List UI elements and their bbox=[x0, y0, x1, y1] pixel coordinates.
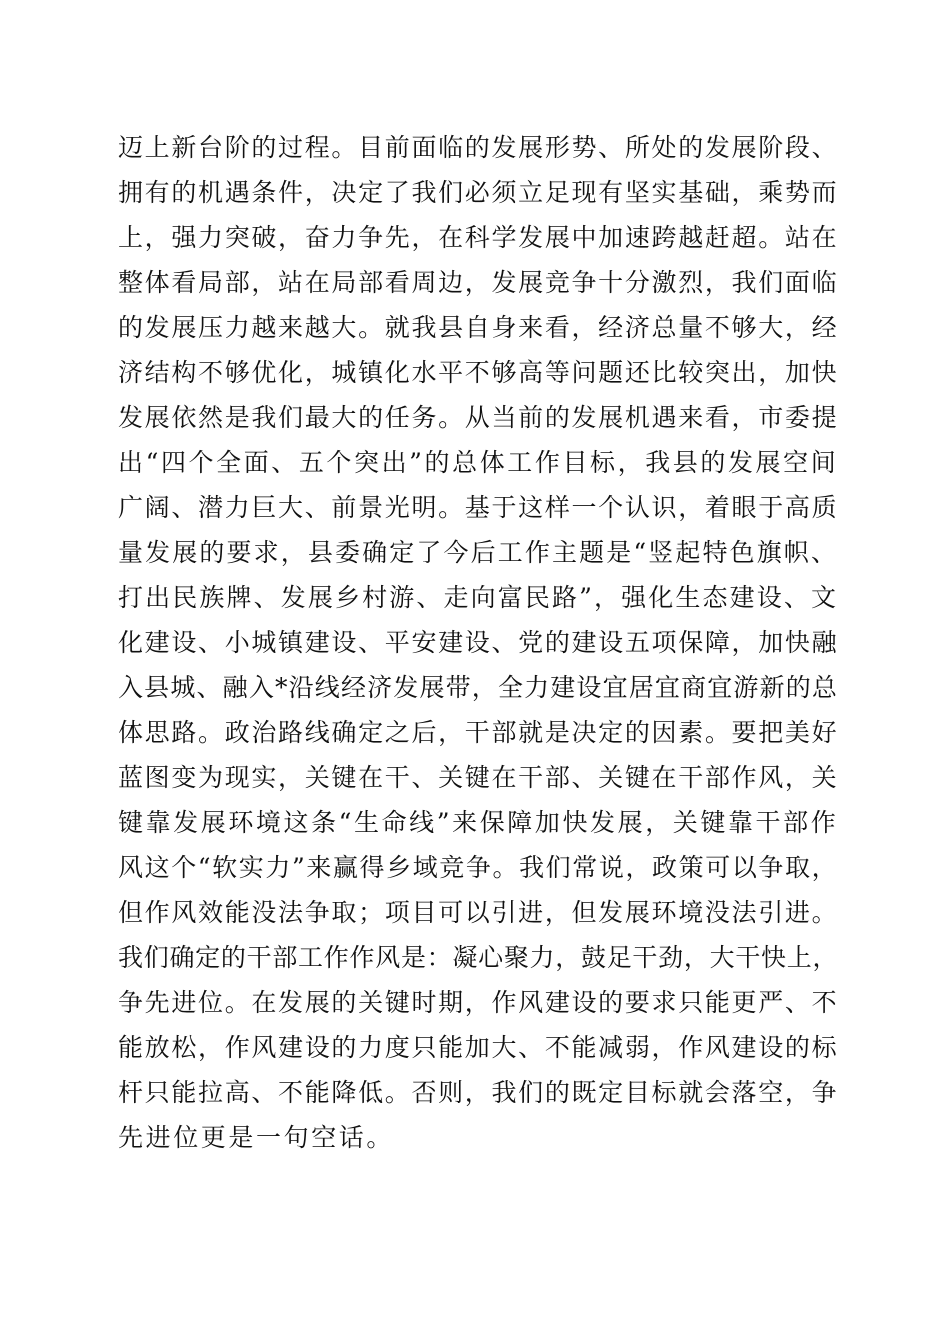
text-line: 但作风效能没法争取；项目可以引进，但发展环境没法引进。 bbox=[118, 898, 838, 927]
text-line: 争先进位。在发展的关键时期，作风建设的要求只能更严、不 bbox=[118, 988, 838, 1017]
text-line: 风这个“软实力”来赢得乡域竞争。我们常说，政策可以争取， bbox=[118, 853, 838, 882]
text-line: 发展依然是我们最大的任务。从当前的发展机遇来看，市委提 bbox=[118, 403, 838, 432]
text-line: 上，强力突破，奋力争先，在科学发展中加速跨越赶超。站在 bbox=[118, 223, 838, 252]
text-line: 先进位更是一句空话。 bbox=[118, 1123, 395, 1152]
text-line: 拥有的机遇条件，决定了我们必须立足现有坚实基础，乘势而 bbox=[118, 178, 838, 207]
text-line: 化建设、小城镇建设、平安建设、党的建设五项保障，加快融 bbox=[118, 628, 838, 657]
text-line: 整体看局部，站在局部看周边，发展竞争十分激烈，我们面临 bbox=[118, 268, 838, 297]
text-line: 体思路。政治路线确定之后，干部就是决定的因素。要把美好 bbox=[118, 718, 838, 747]
text-line: 出“四个全面、五个突出”的总体工作目标，我县的发展空间 bbox=[118, 448, 838, 477]
text-line: 济结构不够优化，城镇化水平不够高等问题还比较突出，加快 bbox=[118, 358, 838, 387]
text-line: 杆只能拉高、不能降低。否则，我们的既定目标就会落空，争 bbox=[118, 1078, 838, 1107]
text-line: 蓝图变为现实，关键在干、关键在干部、关键在干部作风，关 bbox=[118, 763, 838, 792]
text-line: 能放松，作风建设的力度只能加大、不能减弱，作风建设的标 bbox=[118, 1033, 838, 1062]
text-line: 打出民族牌、发展乡村游、走向富民路”，强化生态建设、文 bbox=[118, 583, 838, 612]
text-line: 迈上新台阶的过程。目前面临的发展形势、所处的发展阶段、 bbox=[118, 133, 838, 162]
text-line: 入县城、融入*沿线经济发展带，全力建设宜居宜商宜游新的总 bbox=[118, 673, 838, 702]
text-line: 量发展的要求，县委确定了今后工作主题是“竖起特色旗帜、 bbox=[118, 538, 838, 567]
text-line: 广阔、潜力巨大、前景光明。基于这样一个认识，着眼于高质 bbox=[118, 493, 838, 522]
text-line: 键靠发展环境这条“生命线”来保障加快发展，关键靠干部作 bbox=[118, 808, 838, 837]
text-line: 我们确定的干部工作作风是：凝心聚力，鼓足干劲，大干快上， bbox=[118, 943, 838, 972]
body-paragraph bbox=[118, 125, 838, 1160]
text-line: 的发展压力越来越大。就我县自身来看，经济总量不够大，经 bbox=[118, 313, 838, 342]
